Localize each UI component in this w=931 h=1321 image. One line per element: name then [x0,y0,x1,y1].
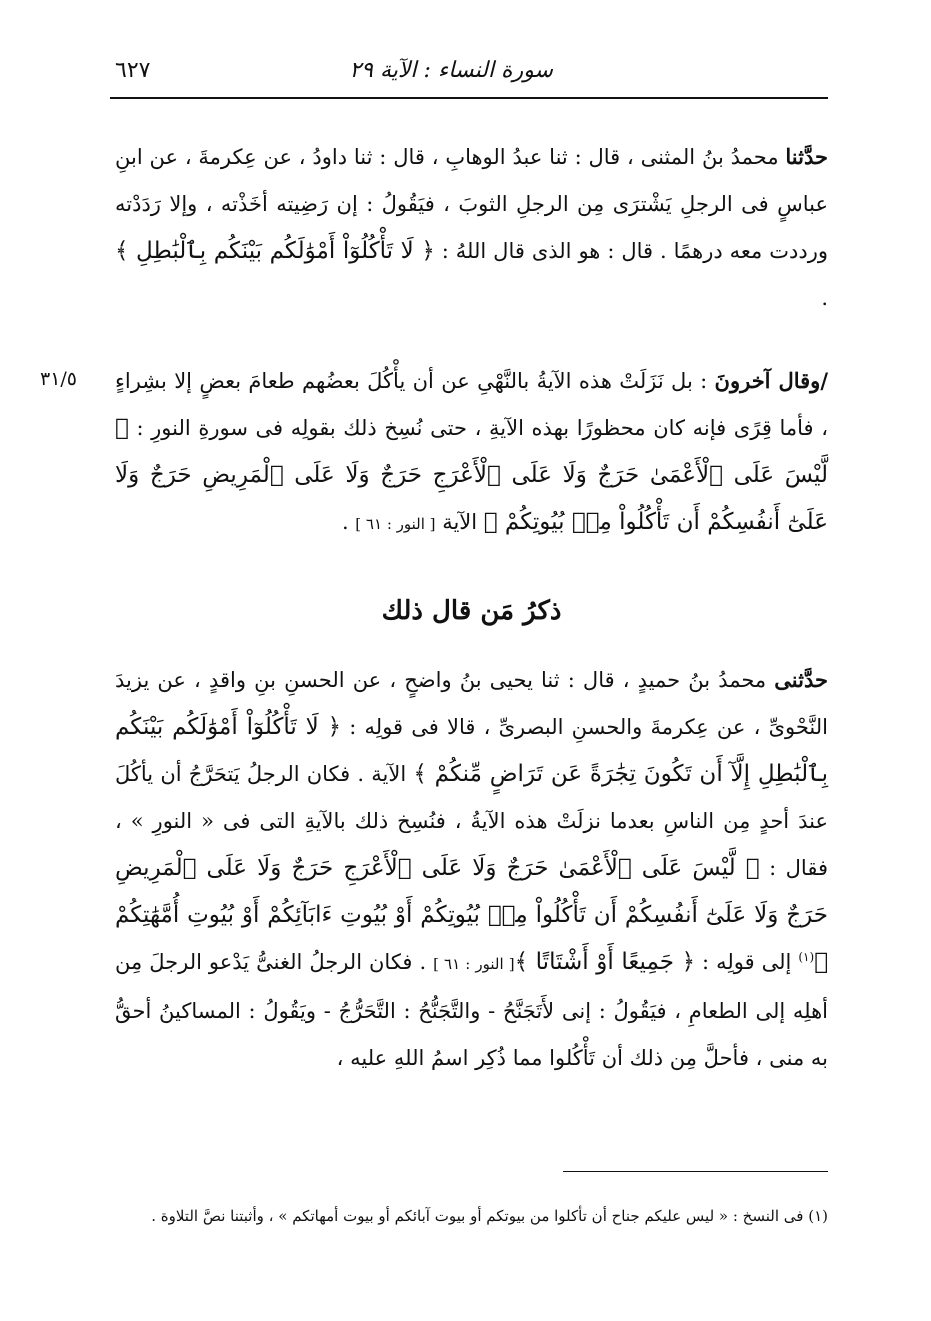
paragraph-3-text-a: محمدُ بنُ حميدٍ ، قال : ثنا يحيى بنُ واضحٍ ، عن الحسنِ بنِ واقدٍ ، عن يزيدَ النَّحْوىِّ ، عن عِكرمةَ والحسنِ البصرىِّ ، قالا فى قولِه : [115,668,828,739]
paragraph-3-text-d: . فكان الرجلُ الغنىُّ يَدْعو الرجلَ مِن أهلِه إلى الطعامِ ، فيَقُولُ : إنى لأَتَجَنَّحُ - والتَّجَنُّحُ : التَّحَرُّجُ - ويَقُولُ : المساكينُ أحقُّ به منى ، فأحلَّ مِن ذلك أن تَأْكُلوا مما ذُكِر اسمُ اللهِ عليه ، [115,950,828,1070]
section-heading: ذكرُ مَن قال ذلك [381,596,562,626]
quran-verse: ﴿ جَمِيعًا أَوْ أَشْتَاتًا ﴾ [514,949,696,975]
running-title: سورة النساء : الآية ٢٩ [349,58,553,83]
quran-verse: ﴿ لَّيْسَ عَلَى ٱلْأَعْمَىٰ حَرَجٌ وَلَا عَلَى ٱلْأَعْرَجِ حَرَجٌ وَلَا عَلَى ٱلْمَرِيضِ حَرَجٌ وَلَا عَلَىٰٓ أَنفُسِكُمْ أَن تَأْكُلُواْ مِنۢ بُيُوتِكُمْ ﴾ [115,415,828,535]
paragraph-2-text-c: . [341,510,356,534]
paragraph-3 [115,656,828,1082]
quran-verse: ﴿ لَا تَأْكُلُوٓاْ أَمْوَٰلَكُم بَيْنَكُم بِٱلْبَٰطِلِ ﴾ [115,238,435,264]
footnote [115,1199,828,1233]
paragraph-1-text-a: محمدُ بنُ المثنى ، قال : ثنا عبدُ الوهابِ ، قال : ثنا داودُ ، عن عِكرمةَ ، عن ابنِ عباسٍ فى الرجلِ يَشْترَى مِن الرجلِ الثوبَ ، فيَقُولُ : إن رَضِيته أخَذْته ، وإلا رَدَدْته ورددت معه درهمًا . قال : هو الذى قال اللهُ : [115,145,829,263]
paragraph-3-text-b: الآية . فكان الرجلُ يَتحَرَّجُ أن يأكُلَ عندَ أحدٍ مِن الناسِ بعدما نزلَتْ هذه الآيةُ ، فنُسِخ ذلك بالآيةِ التى فى « النورِ » ، فقال : [115,762,828,880]
paragraph-2-lead: /وقال آخرونَ [714,368,828,393]
paragraph-1 [115,133,828,322]
paragraph-3-text-c: إلى قولِه : [695,950,799,974]
paragraph-2-text-a: : بل نَزَلَتْ هذه الآيةُ بالنَّهْىِ عن أن يأْكُلَ بعضُهم طعامَ بعضٍ إلا بشِراءٍ ، فأما قِرًى فإنه كان محظورًا بهذه الآيةِ ، حتى نُسِخ ذلك بقولِه فى سورةِ النورِ : [115,369,828,440]
footnote-divider [563,1171,828,1172]
paragraph-1-text-b: . [821,286,828,310]
footnote-text: فى النسخ : « ليس عليكم جناح أن تأكلوا من بيوتكم أو بيوت آبائكم أو بيوت أمهاتكم » ، وأثبتنا نصَّ التلاوة . [151,1207,809,1225]
footnote-marker: (١) [798,950,815,964]
verse-reference: [ النور : ٦١ ] [433,955,515,973]
paragraph-2-text-b: الآية [435,510,484,534]
page-number: ٦٢٧ [115,58,151,83]
paragraph-2 [115,357,828,548]
quran-verse: ﴿ لَّيْسَ عَلَى ٱلْأَعْمَىٰ حَرَجٌ وَلَا عَلَى ٱلْأَعْرَجِ حَرَجٌ وَلَا عَلَى ٱلْمَرِيضِ حَرَجٌ وَلَا عَلَىٰٓ أَنفُسِكُمْ أَن تَأْكُلُواْ مِنۢ بُيُوتِكُمْ أَوْ بُيُوتِ ءَابَآئِكُمْ أَوْ بُيُوتِ أُمَّهَٰتِكُمْ ﴾ [115,855,828,975]
header-divider [110,97,828,99]
quran-verse: ﴿ لَا تَأْكُلُوٓاْ أَمْوَٰلَكُم بَيْنَكُم بِٱلْبَٰطِلِ إِلَّآ أَن تَكُونَ تِجَٰرَةً عَن تَرَاضٍ مِّنكُمْ ﴾ [115,714,828,787]
margin-reference: ٣١/٥ [40,368,78,390]
page-header [110,52,828,98]
footnote-number: (١) [808,1207,828,1225]
verse-reference: [ النور : ٦١ ] [355,515,436,533]
paragraph-1-lead: حدَّثنا [785,144,828,169]
paragraph-3-lead: حدَّثنى [774,667,828,692]
